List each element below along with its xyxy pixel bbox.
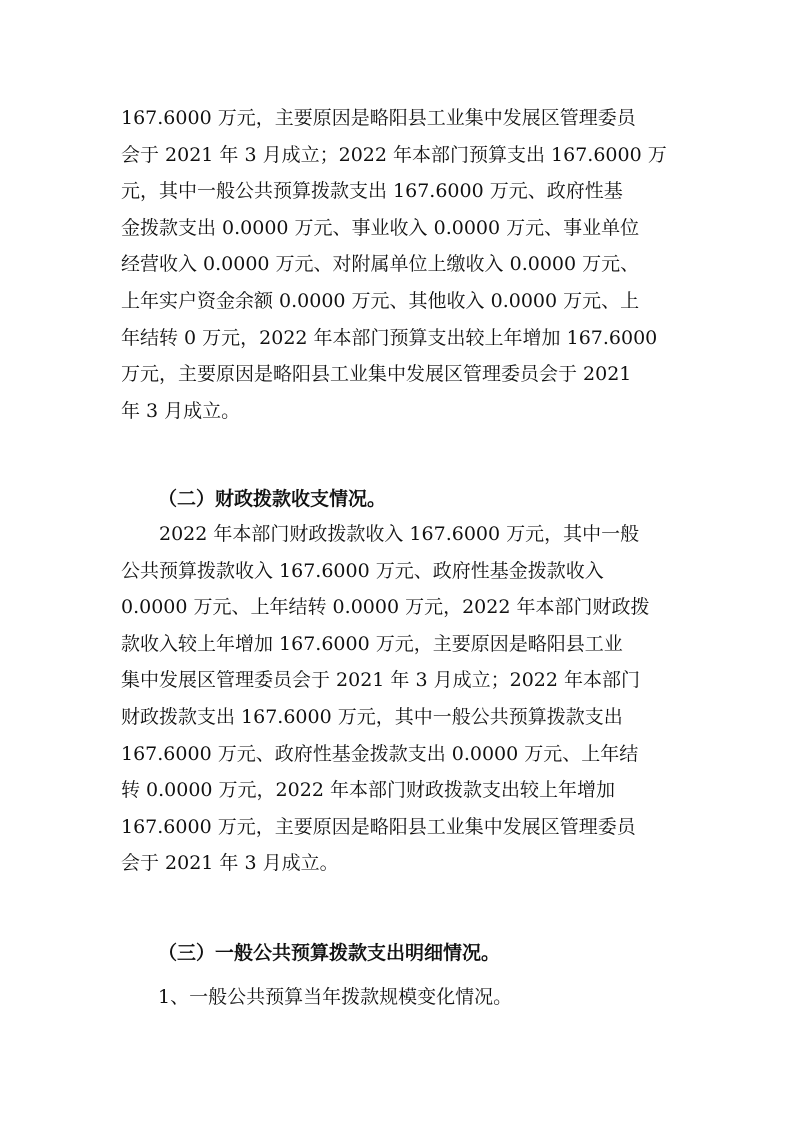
text-line: 会于 2021 年 3 月成立。 [121,852,339,875]
text-line: 金拨款支出 0.0000 万元、事业收入 0.0000 万元、事业单位 [121,216,640,239]
text-line: 财政拨款支出 167.6000 万元，其中一般公共预算拨款支出 [121,705,623,728]
text-line: 上年实户资金余额 0.0000 万元、其他收入 0.0000 万元、上 [121,289,640,312]
text-line: 公共预算拨款收入 167.6000 万元、政府性基金拨款收入 [121,559,604,582]
list-item-budget-scale-change: 1、一般公共预算当年拨款规模变化情况。 [158,986,513,1008]
text-line: 转 0.0000 万元，2022 年本部门财政拨款支出较上年增加 [121,779,615,802]
text-line: 167.6000 万元，主要原因是略阳县工业集中发展区管理委员 [121,107,636,129]
paragraph-budget-summary [121,100,673,429]
text-line: 年 3 月成立。 [121,399,241,422]
text-line: 经营收入 0.0000 万元、对附属单位上缴收入 0.0000 万元、 [121,253,640,276]
paragraph-fiscal-appropriation [121,516,673,882]
text-line: 元，其中一般公共预算拨款支出 167.6000 万元、政府性基 [121,180,623,203]
text-line: 0.0000 万元、上年结转 0.0000 万元，2022 年本部门财政拨 [121,596,650,619]
section-heading-general-budget-detail: （三）一般公共预算拨款支出明细情况。 [158,942,501,964]
section-heading-fiscal-appropriation: （二）财政拨款收支情况。 [158,488,387,510]
text-line: 2022 年本部门财政拨款收入 167.6000 万元，其中一般 [159,523,640,545]
text-line: 167.6000 万元，主要原因是略阳县工业集中发展区管理委员 [121,815,636,838]
text-line: 167.6000 万元、政府性基金拨款支出 0.0000 万元、上年结 [121,742,639,765]
text-line: 会于 2021 年 3 月成立；2022 年本部门预算支出 167.6000 万 [121,143,667,166]
text-line: 年结转 0 万元，2022 年本部门预算支出较上年增加 167.6000 [121,326,658,349]
text-line: 万元，主要原因是略阳县工业集中发展区管理委员会于 2021 [121,363,632,386]
text-line: 集中发展区管理委员会于 2021 年 3 月成立；2022 年本部门 [121,669,640,692]
text-line: 款收入较上年增加 167.6000 万元，主要原因是略阳县工业 [121,632,623,655]
